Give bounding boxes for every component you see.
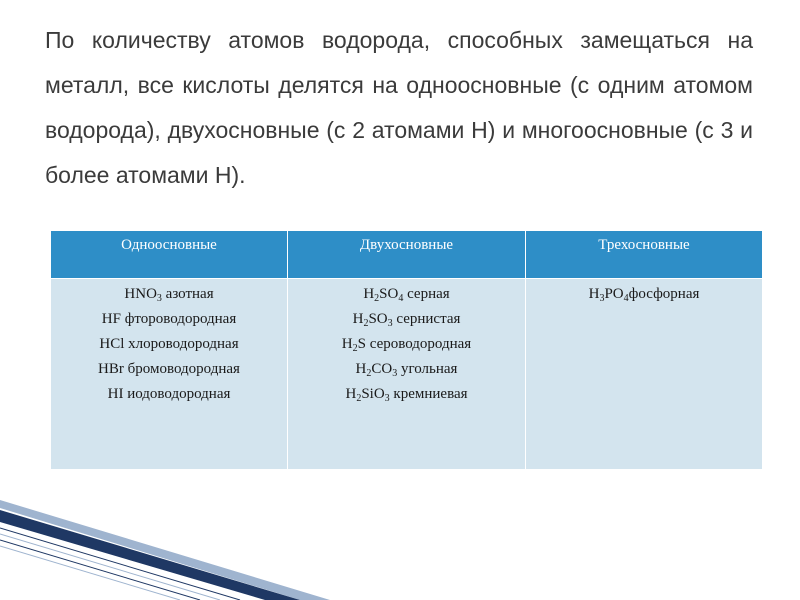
acid-entry — [52, 382, 286, 407]
header-dibasic: Двухосновные — [288, 231, 526, 279]
acid-entry — [52, 282, 286, 307]
acid-name: сернистая — [392, 311, 461, 327]
header-tribasic: Трехосновные — [526, 231, 763, 279]
table-row — [51, 279, 763, 470]
acid-name: азотная — [161, 286, 214, 302]
acid-name: серная — [403, 286, 450, 302]
acid-name: кремниевая — [389, 386, 468, 402]
acid-entry — [527, 282, 761, 307]
acid-name: иодоводородная — [123, 386, 231, 402]
acid-formula: HCl — [99, 336, 125, 352]
acid-name: фосфорная — [628, 286, 700, 302]
acid-formula: HBr — [98, 361, 124, 377]
acid-name: хлороводородная — [124, 336, 239, 352]
acid-entry — [289, 332, 524, 357]
cell-tribasic-acids — [526, 279, 763, 470]
acid-formula: $H_2S$ — [341, 336, 366, 354]
intro-paragraph: По количеству атомов водорода, способных замещаться на металл, все кислоты делятся на одноосновные (с одним атомом водорода), двухосновные (с 2 атомами Н) и многоосновные (с 3 и более атомами Н). — [45, 27, 753, 188]
acid-name: бромоводородная — [123, 361, 240, 377]
acid-formula: $H_2SO_4$ — [363, 286, 404, 304]
acid-entry — [289, 382, 524, 407]
cell-monobasic-acids — [51, 279, 288, 470]
acid-name: фтороводородная — [120, 311, 237, 327]
decorative-stripe-light — [0, 500, 330, 600]
decorative-stripe-dark — [0, 510, 300, 600]
acid-formula: $HNO_3$ — [124, 286, 162, 304]
decorative-stripe-line — [0, 534, 220, 600]
acid-formula: $H_2CO_3$ — [355, 361, 398, 379]
decorative-stripe-line — [0, 546, 180, 600]
cell-dibasic-acids — [288, 279, 526, 470]
acid-name: угольная — [397, 361, 458, 377]
acid-formula: $H_2SO_3$ — [352, 311, 393, 329]
table-header-row — [51, 231, 763, 279]
acid-name: сероводородная — [365, 336, 472, 352]
decorative-stripe-line — [0, 540, 200, 600]
acids-table — [50, 230, 763, 470]
acid-formula: $H_3PO_4$ — [588, 286, 629, 304]
acid-formula: HF — [101, 311, 121, 327]
acid-entry — [52, 332, 286, 357]
acid-entry — [289, 307, 524, 332]
acid-entry — [52, 307, 286, 332]
decorative-stripe-line — [0, 528, 240, 600]
acid-entry — [289, 282, 524, 307]
header-monobasic: Одноосновные — [51, 231, 288, 279]
acid-formula: HI — [107, 386, 124, 402]
acid-entry — [289, 357, 524, 382]
acid-formula: $H_2SiO_3$ — [345, 386, 390, 404]
acid-entry — [52, 357, 286, 382]
